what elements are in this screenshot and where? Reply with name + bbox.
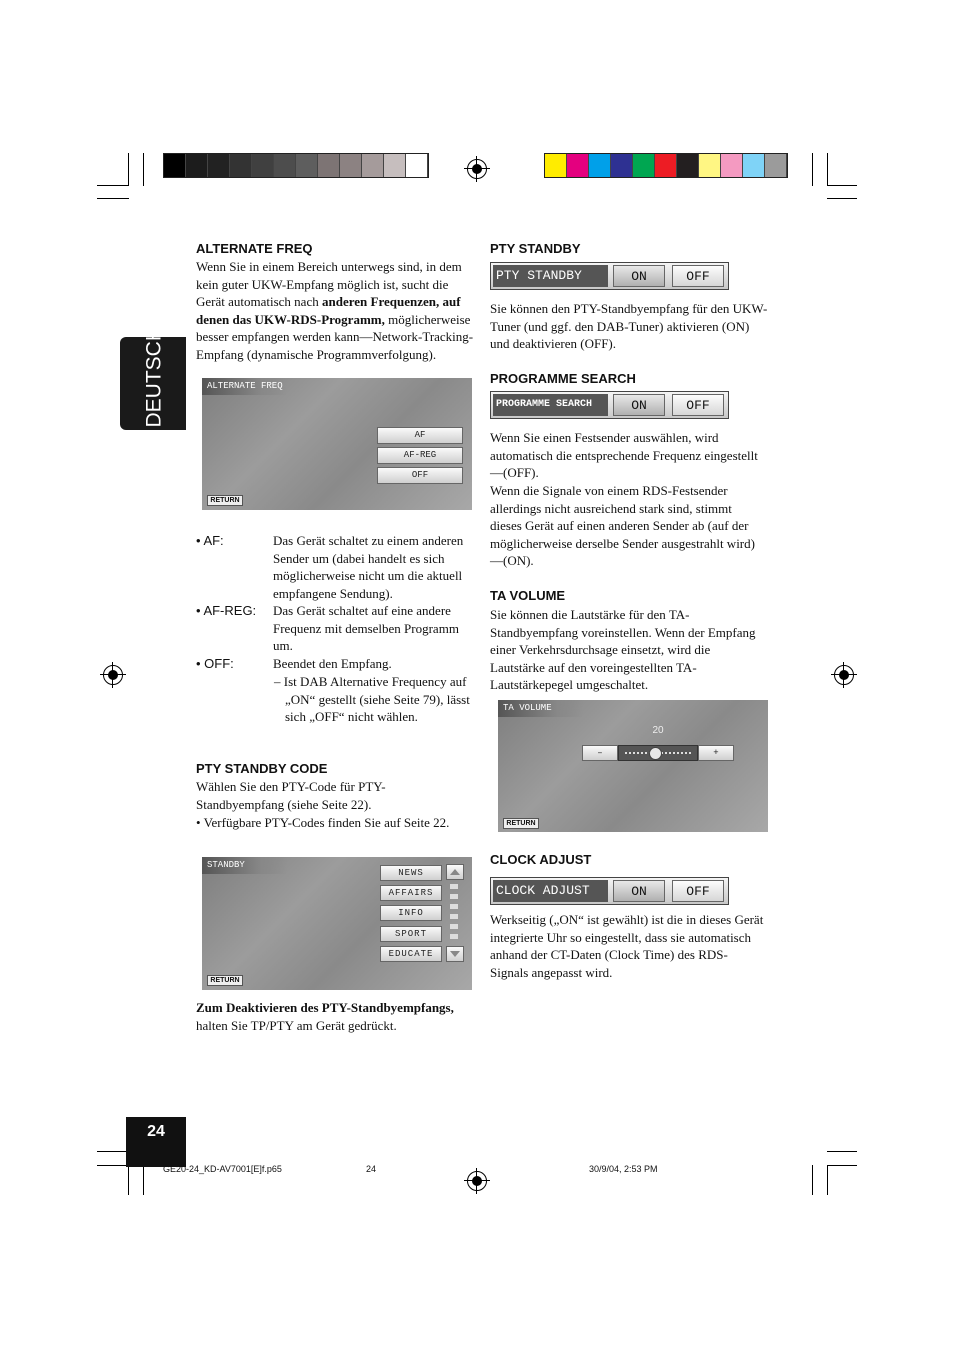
volume-plus-button[interactable]: + <box>698 745 734 761</box>
off-button[interactable]: OFF <box>377 467 463 484</box>
color-swatch <box>362 154 384 177</box>
crop-mark <box>827 153 828 186</box>
gray-color-bar <box>163 153 429 178</box>
color-swatch <box>743 154 765 177</box>
footer-date: 30/9/04, 2:53 PM <box>589 1164 658 1174</box>
color-swatch <box>677 154 699 177</box>
pty-standby-control <box>490 262 729 290</box>
return-button[interactable]: RETURN <box>207 495 243 506</box>
text-run: möglicherweise besser empfangen werden kann—Network-Tracking-Empfang (dynamische Programmverfolgung). <box>196 311 474 362</box>
af-reg-item-text: Das Gerät schaltet auf eine andere Frequenz mit demselben Programm um. <box>273 603 459 654</box>
color-swatch <box>567 154 589 177</box>
text-run-bold: Zum Deaktivieren des PTY-Standbyempfangs, <box>196 1000 454 1015</box>
off-item-text: Beendet den Empfang. <box>273 656 392 671</box>
volume-minus-button[interactable]: – <box>582 745 618 761</box>
pty-standby-paragraph: Sie können den PTY-Standbyempfang für den UKW-Tuner (und ggf. den DAB-Tuner) aktivieren (ON) und deaktivieren (OFF). <box>490 301 768 352</box>
af-item-text: Das Gerät schaltet zu einem anderen Sender um (dabei handelt es sich möglicherweise nicht um die aktuell empfangene Sendung). <box>273 533 464 601</box>
strip-label: PROGRAMME SEARCH <box>493 394 608 416</box>
chevron-up-icon <box>450 868 460 876</box>
pty-code-paragraph: Wählen Sie den PTY-Code für PTY-Standbyempfang (siehe Seite 22). <box>196 779 386 812</box>
alternate-freq-paragraph <box>196 258 474 364</box>
screen-title: ALTERNATE FREQ <box>202 378 287 395</box>
color-swatch <box>633 154 655 177</box>
footer-file: GE20-24_KD-AV7001[E]f.p65 <box>163 1164 282 1174</box>
clock-adjust-paragraph: Werkseitig („ON“ ist gewählt) ist die in dieses Gerät integrierte Uhr so eingestellt, dass sie automatisch anhand der CT-Daten (Clock Time) des RDS-Signals angepasst wird. <box>490 912 764 980</box>
crop-mark <box>827 1165 828 1195</box>
crop-mark <box>143 1165 144 1195</box>
volume-value: 20 <box>652 725 664 736</box>
alternate-freq-screen <box>202 378 472 510</box>
color-swatch <box>252 154 274 177</box>
pty-standby-screen <box>202 857 472 990</box>
footer-page: 24 <box>366 1164 377 1174</box>
programme-search-off-button[interactable]: OFF <box>672 394 724 416</box>
color-swatch <box>186 154 208 177</box>
text-run: halten Sie TP/PTY am Gerät gedrückt. <box>196 1017 397 1033</box>
chevron-down-icon <box>450 950 460 958</box>
af-reg-button[interactable]: AF-REG <box>377 447 463 464</box>
crop-mark <box>827 198 857 199</box>
registration-mark <box>834 665 854 685</box>
crop-mark <box>827 1151 857 1152</box>
color-swatch <box>721 154 743 177</box>
scroll-down-button[interactable] <box>446 946 464 962</box>
section-heading-clock-adjust: CLOCK ADJUST <box>490 852 592 867</box>
crop-mark <box>827 185 857 186</box>
ta-volume-screen <box>498 700 768 832</box>
color-swatch <box>611 154 633 177</box>
color-swatch <box>274 154 296 177</box>
screen-title: TA VOLUME <box>498 700 583 717</box>
registration-mark <box>103 665 123 685</box>
registration-mark <box>467 159 487 179</box>
color-swatch <box>296 154 318 177</box>
language-side-tab <box>120 325 186 430</box>
language-tab-label: DEUTSCH <box>142 325 166 428</box>
af-item-label: • AF: <box>196 533 224 548</box>
color-swatch <box>545 154 567 177</box>
programme-search-control <box>490 391 729 419</box>
pty-info-button[interactable]: INFO <box>380 905 442 921</box>
crop-mark <box>97 1165 129 1166</box>
return-button[interactable]: RETURN <box>503 818 539 829</box>
screen-title: STANDBY <box>202 857 287 874</box>
section-heading-pty-standby-code: PTY STANDBY CODE <box>196 761 328 776</box>
color-calibration-bar <box>544 153 788 178</box>
crop-mark <box>827 1165 857 1166</box>
page-number: 24 <box>126 1117 186 1167</box>
clock-adjust-off-button[interactable]: OFF <box>672 880 724 902</box>
color-swatch <box>230 154 252 177</box>
strip-label: PTY STANDBY <box>493 265 608 287</box>
programme-search-paragraph-1: Wenn Sie einen Festsender auswählen, wird automatisch die entsprechende Frequenz eingestellt—(OFF). <box>490 430 758 481</box>
clock-adjust-control <box>490 877 729 905</box>
crop-mark <box>97 185 129 186</box>
crop-mark <box>143 153 144 186</box>
section-heading-programme-search: PROGRAMME SEARCH <box>490 371 636 386</box>
pty-sport-button[interactable]: SPORT <box>380 926 442 942</box>
color-swatch <box>589 154 611 177</box>
crop-mark <box>128 153 129 186</box>
crop-mark <box>812 153 813 186</box>
pty-deactivate-paragraph <box>196 999 466 1034</box>
registration-mark <box>467 1171 487 1191</box>
pty-news-button[interactable]: NEWS <box>380 865 442 881</box>
crop-mark <box>128 1165 129 1195</box>
scrollbar-track[interactable] <box>450 884 458 942</box>
pty-educate-button[interactable]: EDUCATE <box>380 946 442 962</box>
section-heading-pty-standby: PTY STANDBY <box>490 241 581 256</box>
color-swatch <box>384 154 406 177</box>
crop-mark <box>97 198 129 199</box>
strip-label: CLOCK ADJUST <box>493 880 608 902</box>
crop-mark <box>812 1165 813 1195</box>
section-heading-ta-volume: TA VOLUME <box>490 588 566 603</box>
pty-affairs-button[interactable]: AFFAIRS <box>380 885 442 901</box>
color-swatch <box>406 154 428 177</box>
af-button[interactable]: AF <box>377 427 463 444</box>
section-heading-alternate-freq: ALTERNATE FREQ <box>196 241 313 256</box>
programme-search-on-button[interactable]: ON <box>613 394 665 416</box>
color-swatch <box>765 154 787 177</box>
color-swatch <box>164 154 186 177</box>
return-button[interactable]: RETURN <box>207 975 243 986</box>
clock-adjust-on-button[interactable]: ON <box>613 880 665 902</box>
programme-search-paragraph-2: Wenn die Signale von einem RDS-Festsender allerdings nicht ausreichend stark sind, stimmt dieses Gerät auf einen anderen Sender ab (auf der möglicherweise derselbe Sender ausgestrahlt wird)—(ON). <box>490 483 755 569</box>
crop-mark <box>97 1151 129 1152</box>
text-run-bold: anderen Frequenzen, auf denen das UKW-RDS-Programm, <box>196 294 461 327</box>
color-swatch <box>318 154 340 177</box>
volume-slider[interactable] <box>618 745 698 761</box>
text-run: Wenn Sie in einem Bereich unterwegs sind, in dem kein guter UKW-Empfang möglich ist, sucht die Gerät automatisch nach <box>196 259 462 310</box>
pty-standby-off-button[interactable]: OFF <box>672 265 724 287</box>
scroll-up-button[interactable] <box>446 864 464 880</box>
pty-code-bullet: • Verfügbare PTY-Codes finden Sie auf Seite 22. <box>196 815 450 830</box>
ta-volume-paragraph: Sie können die Lautstärke für den TA-Standbyempfang voreinstellen. Wenn der Empfang einer Verkehrsdurchsage einsetzt, wird die Lautstärke auf den voreingestellten TA-Lautstärkepegel umgeschaltet. <box>490 607 756 693</box>
off-item-note: – Ist DAB Alternative Frequency auf „ON“ gestellt (siehe Seite 79), lässt sich „OFF“ nicht wählen. <box>274 674 470 725</box>
color-swatch <box>699 154 721 177</box>
color-swatch <box>208 154 230 177</box>
off-item-label: • OFF: <box>196 656 234 671</box>
color-swatch <box>340 154 362 177</box>
color-swatch <box>655 154 677 177</box>
pty-standby-on-button[interactable]: ON <box>613 265 665 287</box>
af-reg-item-label: • AF-REG: <box>196 603 257 618</box>
slider-knob[interactable] <box>649 747 662 760</box>
